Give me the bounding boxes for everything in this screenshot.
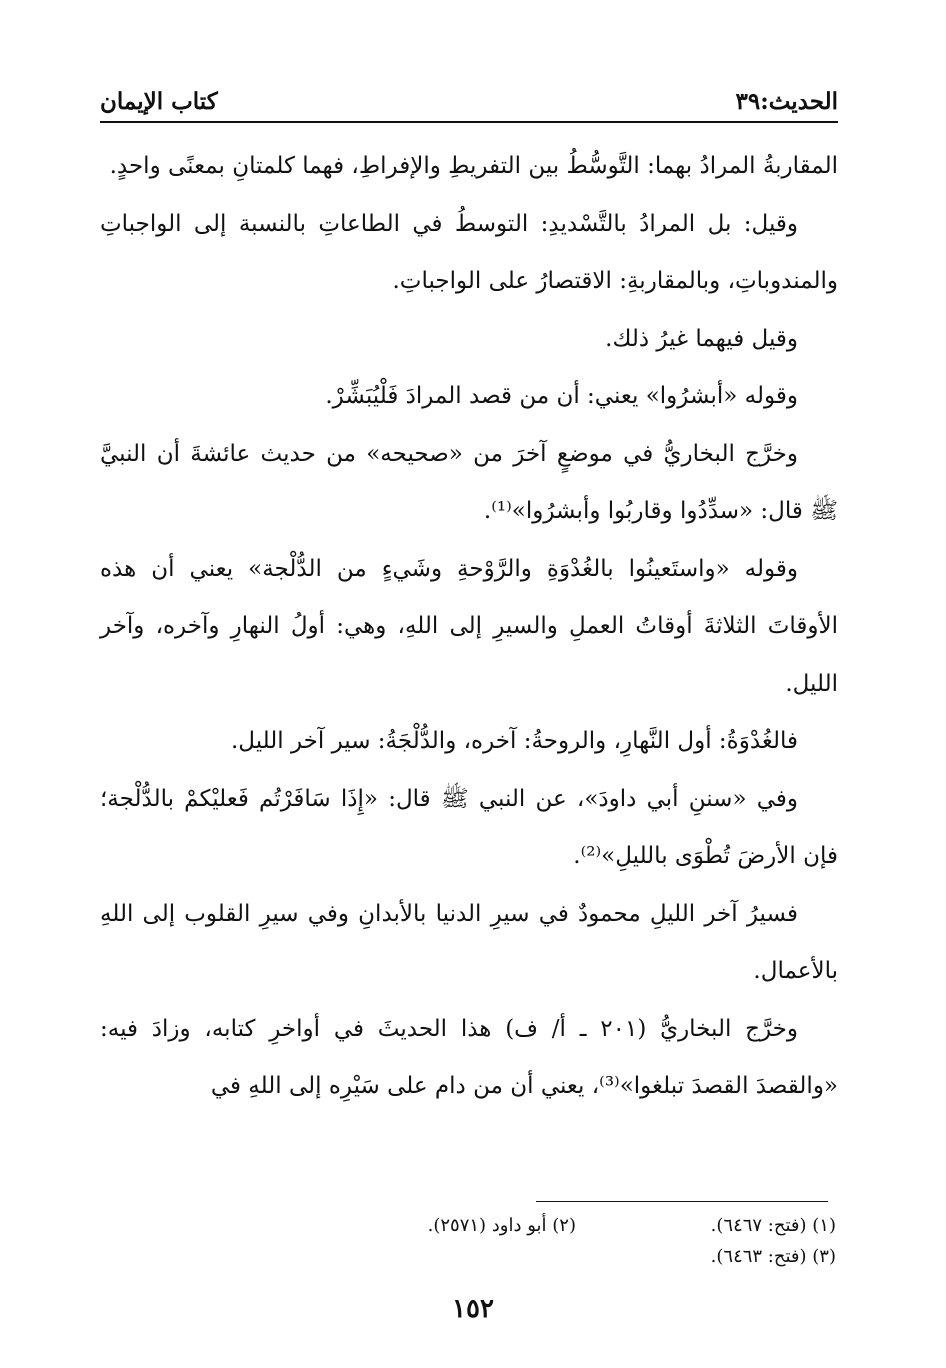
paragraph: المقاربةُ المرادُ بهما: التَّوسُّطُ بين التفريطِ والإفراطِ، فهما كلمتانِ بمعنًى واحدٍ. bbox=[109, 153, 838, 179]
footnote-3: (٣) (فتح: ٦٤٦٣). bbox=[710, 1246, 836, 1267]
hadith-number-header: الحديث:٣٩ bbox=[735, 87, 838, 115]
paragraph: وقيل فيهما غيرُ ذلك. bbox=[605, 325, 798, 352]
footnote-2: (٢) أبو داود (٢٥٧١). bbox=[427, 1215, 576, 1236]
footnotes bbox=[120, 1210, 836, 1272]
page-number: ١٥٢ bbox=[452, 1294, 494, 1324]
paragraph: وفي «سننِ أبي داودَ»، عن النبي ﷺ قال: «إِذَا سَافَرْتُم فَعليْكمْ بالدُّلْجة؛ فإن الأرضَ تُطْوَى بالليلِ»⁽²⁾. bbox=[100, 785, 838, 869]
footnote-1: (١) (فتح: ٦٤٦٧). bbox=[710, 1215, 836, 1236]
paragraph: فسيرُ آخر الليلِ محمودٌ في سيرِ الدنيا بالأبدانِ وفي سيرِ القلوب إلى اللهِ بالأعمال. bbox=[100, 900, 838, 984]
main-text bbox=[100, 138, 838, 1116]
paragraph: وقوله «واستَعينُوا بالغُدْوَةِ والرَّوْحةِ وشَيءٍ من الدُّلْجة» يعني أن هذه الأوقاتَ الثلاثةَ أوقاتُ العملِ والسيرِ إلى اللهِ، وهي: أولُ النهارِ وآخره، وآخر الليل. bbox=[100, 555, 838, 697]
paragraph: وخرَّج البخاريُّ في موضعٍ آخرَ من «صحيحه» من حديث عائشةَ أن النبيَّ ﷺ قال: «سدِّدُوا وقاربُوا وأبشرُوا»⁽¹⁾. bbox=[100, 440, 838, 524]
book-title-header: كتاب الإيمان bbox=[100, 87, 218, 115]
header-rule bbox=[100, 121, 838, 123]
paragraph: وخرَّج البخاريُّ (٢٠١ ـ أ/ ف) هذا الحديثَ في أواخرِ كتابه، وزادَ فيه: «والقصدَ القصدَ تبلغوا»⁽³⁾، يعني أن من دام على سَيْرِه إلى اللهِ في bbox=[100, 1015, 838, 1099]
running-header bbox=[100, 84, 838, 118]
paragraph: وقيل: بل المرادُ بالتَّسْديدِ: التوسطُ في الطاعاتِ بالنسبة إلى الواجباتِ والمندوباتِ، وبالمقاربةِ: الاقتصارُ على الواجباتِ. bbox=[100, 210, 838, 294]
paragraph: وقوله «أبشرُوا» يعني: أن من قصد المرادَ فَلْيُبَشِّرْ. bbox=[325, 383, 798, 409]
paragraph: فالغُدْوَةُ: أول النَّهارِ، والروحةُ: آخره، والدُّلْجَةُ: سير آخر الليل. bbox=[230, 728, 798, 754]
footnote-rule bbox=[536, 1201, 828, 1202]
